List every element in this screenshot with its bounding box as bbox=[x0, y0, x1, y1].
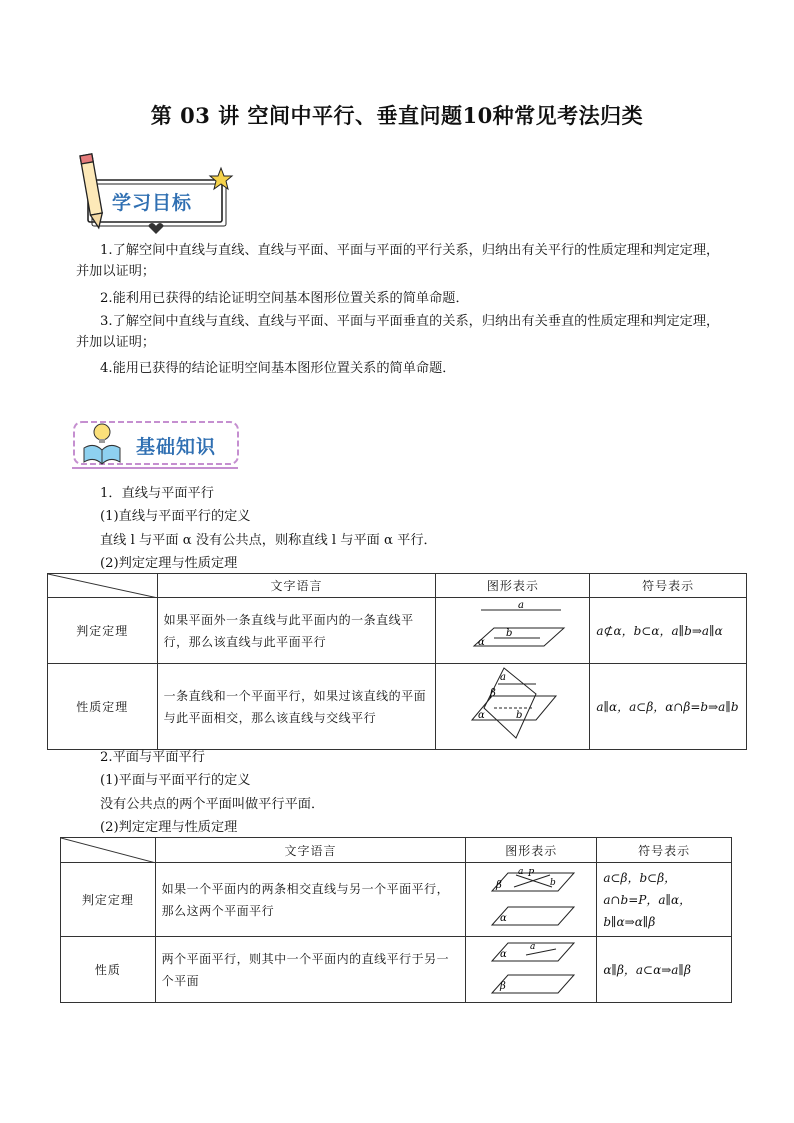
label-b: b bbox=[550, 878, 557, 888]
header-symbol: 符号表示 bbox=[590, 574, 747, 598]
label-alpha: α bbox=[478, 710, 486, 721]
row-name: 判定定理 bbox=[48, 598, 158, 664]
label-a: a bbox=[500, 672, 507, 683]
row-symbol: a∥α，a⊂β，α∩β=b⇒a∥b bbox=[590, 664, 747, 750]
row-name: 性质定理 bbox=[48, 664, 158, 750]
plane-plane-judgment-figure bbox=[466, 863, 596, 933]
row-text: 如果平面外一条直线与此平面内的一条直线平行，那么该直线与此平面平行 bbox=[157, 598, 436, 664]
label-alpha: α bbox=[500, 949, 508, 960]
header-text: 文字语言 bbox=[155, 838, 466, 863]
header-figure: 图形表示 bbox=[436, 574, 590, 598]
label-beta: β bbox=[490, 688, 497, 699]
label-beta: β bbox=[500, 981, 507, 992]
plane-plane-property-figure bbox=[466, 937, 596, 999]
header-figure: 图形表示 bbox=[466, 838, 597, 863]
label-a: a bbox=[518, 600, 525, 611]
page-title: 第 03 讲 空间中平行、垂直问题10种常见考法归类 bbox=[150, 103, 644, 128]
book-bulb-icon bbox=[80, 420, 126, 466]
label-beta: β bbox=[496, 880, 503, 891]
section1-sub2: (2)判定定理与性质定理 bbox=[100, 556, 238, 571]
table-row bbox=[61, 863, 732, 937]
line-plane-judgment-figure bbox=[436, 598, 589, 660]
section2-heading: 2.平面与平面平行 bbox=[100, 750, 205, 765]
learning-goals-label: 学习目标 bbox=[112, 192, 193, 214]
label-a: a bbox=[530, 942, 536, 952]
basic-knowledge-label: 基础知识 bbox=[136, 436, 217, 458]
label-alpha: α bbox=[500, 913, 508, 924]
row-symbol: a⊂β，b⊂β，a∩b=P，a∥α，b∥α⇒α∥β bbox=[597, 863, 732, 937]
objective-4: 4.能用已获得的结论证明空间基本图形位置关系的简单命题． bbox=[100, 361, 456, 376]
figure-cell bbox=[436, 664, 590, 750]
figure-cell bbox=[436, 598, 590, 664]
objective-1: 1.了解空间中直线与直线、直线与平面、平面与平面的平行关系，归纳出有关平行的性质定理和判定定理，并加以证明； bbox=[76, 243, 720, 279]
section1-heading: 1．直线与平面平行 bbox=[100, 486, 214, 501]
learning-goals-badge bbox=[66, 150, 236, 236]
section2-sub1: (1)平面与平面平行的定义 bbox=[100, 773, 251, 788]
header-symbol: 符号表示 bbox=[597, 838, 732, 863]
line-plane-property-figure bbox=[436, 664, 589, 746]
label-P: P bbox=[528, 869, 535, 879]
row-text: 一条直线和一个平面平行，如果过该直线的平面与此平面相交，那么该直线与交线平行 bbox=[157, 664, 436, 750]
table-row bbox=[61, 937, 732, 1003]
corner-cell bbox=[48, 574, 158, 598]
label-alpha: α bbox=[478, 637, 486, 648]
header-text: 文字语言 bbox=[157, 574, 436, 598]
section2-definition: 没有公共点的两个平面叫做平行平面． bbox=[100, 797, 325, 812]
section2-sub2: (2)判定定理与性质定理 bbox=[100, 820, 238, 835]
row-text: 两个平面平行，则其中一个平面内的直线平行于另一个平面 bbox=[155, 937, 466, 1003]
row-name: 性质 bbox=[61, 937, 156, 1003]
section1-definition: 直线 l 与平面 α 没有公共点，则称直线 l 与平面 α 平行． bbox=[100, 533, 437, 548]
label-a: a bbox=[518, 867, 524, 877]
row-text: 如果一个平面内的两条相交直线与另一个平面平行，那么这两个平面平行 bbox=[155, 863, 466, 937]
line-plane-parallel-table bbox=[47, 573, 747, 750]
label-b: b bbox=[506, 628, 513, 639]
figure-cell bbox=[466, 937, 597, 1003]
section1-sub1: (1)直线与平面平行的定义 bbox=[100, 509, 251, 524]
objective-3: 3.了解空间中直线与直线、直线与平面、平面与平面垂直的关系，归纳出有关垂直的性质定理和判定定理，并加以证明； bbox=[76, 314, 720, 350]
corner-cell bbox=[61, 838, 156, 863]
table-row bbox=[48, 598, 747, 664]
figure-cell bbox=[466, 863, 597, 937]
plane-plane-parallel-table bbox=[60, 837, 732, 1003]
objective-2: 2.能利用已获得的结论证明空间基本图形位置关系的简单命题． bbox=[100, 291, 469, 306]
table-row bbox=[48, 664, 747, 750]
label-b: b bbox=[516, 710, 523, 721]
row-symbol: α∥β，a⊂α⇒a∥β bbox=[597, 937, 732, 1003]
basic-knowledge-badge bbox=[72, 418, 242, 470]
row-name: 判定定理 bbox=[61, 863, 156, 937]
row-symbol: a⊄α，b⊂α，a∥b⇒a∥α bbox=[590, 598, 747, 664]
